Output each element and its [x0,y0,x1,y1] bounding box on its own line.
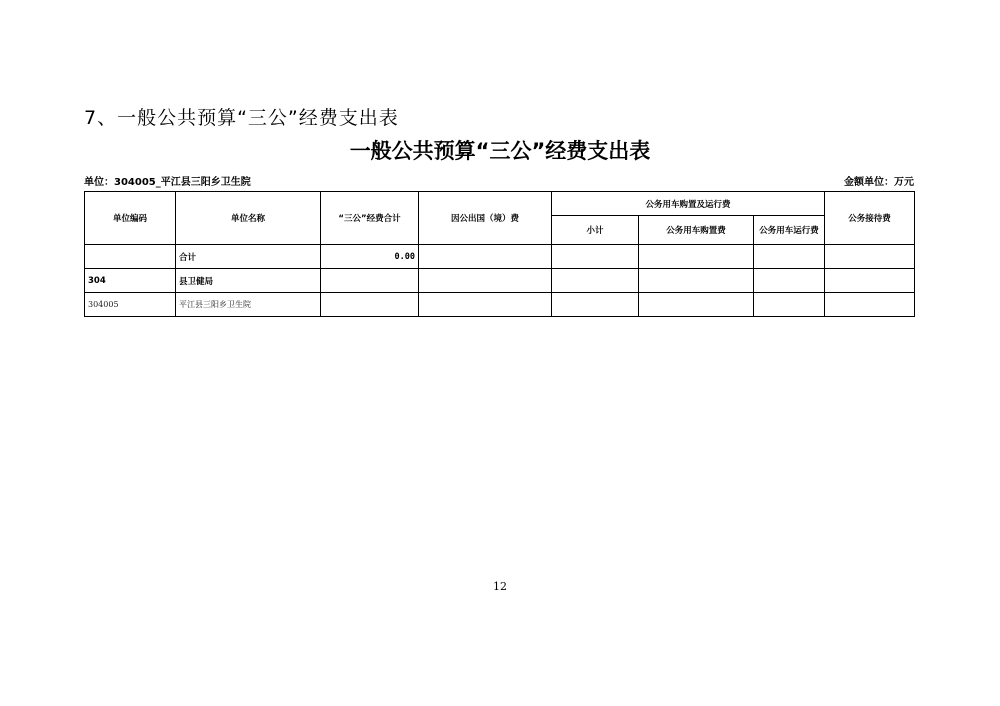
section-heading: 7、一般公共预算“三公”经费支出表 [84,107,399,129]
cell-operation [754,293,825,317]
header-vehicle-operation: 公务用车运行费 [754,216,825,245]
cell-abroad [419,269,552,293]
document-title: 一般公共预算“三公”经费支出表 [349,139,651,163]
unit-line: 单位：304005_平江县三阳乡卫生院 [84,177,251,188]
header-total: “三公”经费合计 [321,192,419,245]
cell-name: 平江县三阳乡卫生院 [176,293,321,317]
header-vehicle-purchase: 公务用车购置费 [639,216,754,245]
cell-abroad [419,245,552,269]
cell-reception [825,245,915,269]
cell-code [85,245,176,269]
table-row [85,269,915,293]
cell-abroad [419,293,552,317]
table-row [85,245,915,269]
cell-name: 县卫健局 [176,269,321,293]
header-unit-code: 单位编码 [85,192,176,245]
cell-code: 304 [85,269,176,293]
cell-total: 0.00 [321,245,419,269]
header-subtotal: 小计 [552,216,639,245]
cell-reception [825,269,915,293]
cell-subtotal [552,293,639,317]
header-vehicle-group: 公务用车购置及运行费 [552,192,825,216]
cell-purchase [639,269,754,293]
header-unit-name: 单位名称 [176,192,321,245]
table-row [85,293,915,317]
cell-operation [754,269,825,293]
cell-purchase [639,293,754,317]
three-public-expenses-table [84,191,915,317]
cell-name: 合计 [176,245,321,269]
cell-operation [754,245,825,269]
cell-code: 304005 [85,293,176,317]
cell-purchase [639,245,754,269]
cell-subtotal [552,245,639,269]
cell-total [321,269,419,293]
cell-reception [825,293,915,317]
cell-total [321,293,419,317]
header-abroad: 因公出国（境）费 [419,192,552,245]
header-reception: 公务接待费 [825,192,915,245]
amount-unit-label: 金额单位：万元 [844,177,914,188]
cell-subtotal [552,269,639,293]
page-number: 12 [493,580,507,593]
